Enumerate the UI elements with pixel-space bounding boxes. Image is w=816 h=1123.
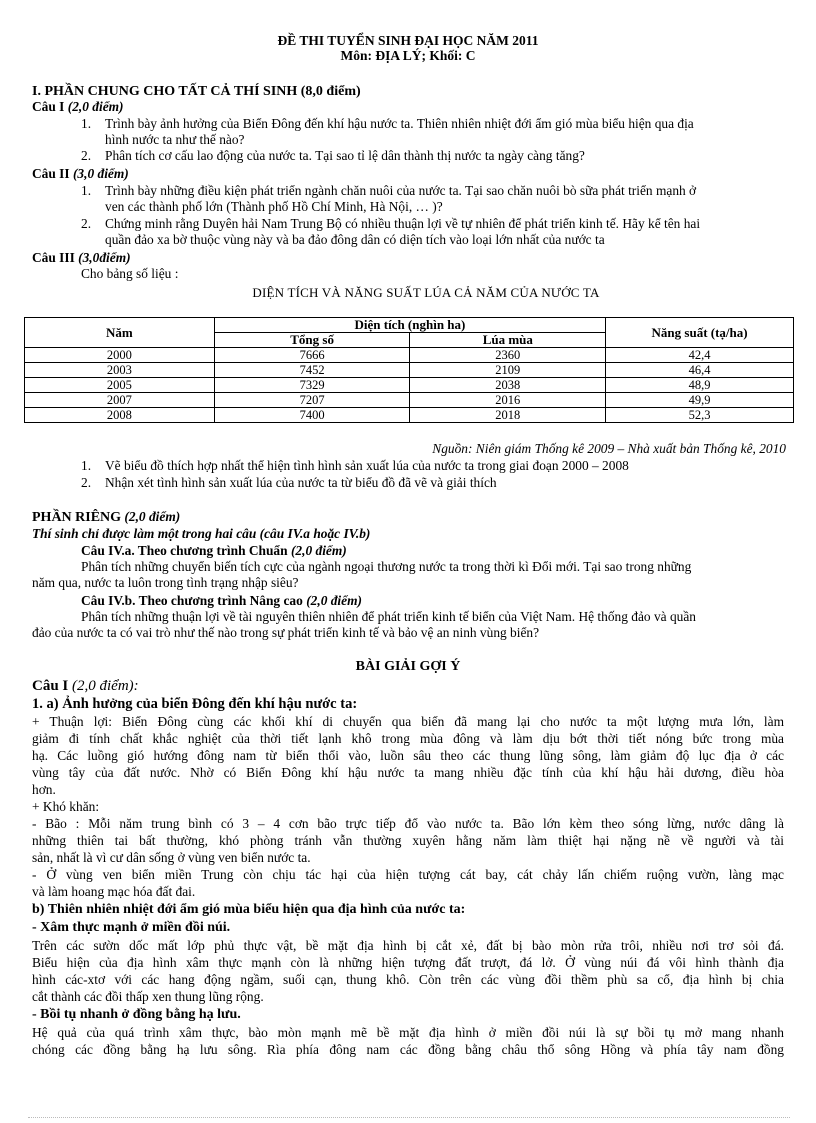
table-cell: 2005 [25,378,215,393]
paragraph-line: sản, nhất là vì cư dân sống ở vùng ven biển nước ta. [32,850,311,865]
solution-sub-heading: b) Thiên nhiên nhiệt đới ẩm gió mùa biểu hiện qua địa hình của nước ta: [32,902,466,917]
part2-note: Thí sinh chỉ được làm một trong hai câu (câu IV.a hoặc IV.b) [32,526,371,541]
question-text: Trình bày ảnh hưởng của Biển Đông đến khí hậu nước ta. Thiên nhiên nhiệt đới ẩm gió mùa biểu hiện qua địa [105,116,694,131]
question-text: Chứng minh rằng Duyên hải Nam Trung Bộ có nhiều thuận lợi về tự nhiên để phát triển kinh tế. Hãy kể tên hai [105,216,701,231]
list-number: 1. [81,116,92,131]
question-3-intro: Cho bảng số liệu : [81,266,179,281]
question-2-points: (3,0 điểm) [72,166,129,181]
paragraph-line: chóng các đồng bằng hạ lưu sông. Rìa phía đông nam các đồng bằng châu thổ sông Hồng và phía tây nam đồng [32,1042,784,1057]
table-cell: 2360 [410,348,606,363]
table-cell: 2018 [410,408,606,423]
table-cell: 2109 [410,363,606,378]
table-source: Nguồn: Niên giám Thống kê 2009 – Nhà xuất bản Thống kê, 2010 [432,441,786,456]
question-1-heading [32,99,124,115]
solution-heading: BÀI GIẢI GỢI Ý [355,659,461,674]
question-3-label: Câu III [32,250,75,265]
table-cell: 2007 [25,393,215,408]
question-text: Phân tích những chuyển biến tích cực của ngành ngoại thương nước ta trong thời kì Đổi mới. Tại sao trong những [81,559,692,574]
question-4a-label: Câu IV.a. Theo chương trình Chuẩn [81,543,288,558]
table-header-row [25,318,794,333]
paragraph-line: - Ở vùng ven biển miền Trung còn chịu tác hại của hiện tượng cát bay, cát chảy lấn chiếm ruộng vườn, làng mạc [32,867,784,882]
solution-question-1-label: Câu I [32,678,69,694]
list-number: 2. [81,475,92,490]
question-text: Nhận xét tình hình sản xuất lúa của nước ta từ biểu đồ đã vẽ và giải thích [105,475,497,490]
question-text: ven các thành phố lớn (Thành phố Hồ Chí Minh, Hà Nội, … )? [105,199,443,214]
part2-heading [32,509,180,526]
page-bottom-divider [28,1117,790,1118]
solution-point-heading: - Xâm thực mạnh ở miền đồi núi. [32,920,231,935]
part2-points: (2,0 điểm) [124,509,181,524]
table-row [25,378,794,393]
table-cell: 49,9 [606,393,794,408]
table-cell: 7400 [214,408,410,423]
list-number: 2. [81,216,92,231]
question-2-heading [32,166,129,182]
paragraph-line: - Bão : Mỗi năm trung bình có 3 – 4 cơn bão trực tiếp đổ vào nước ta. Bão lớn kèm theo sóng lừng, nước dâng là [32,816,784,831]
solution-question-1-points: (2,0 điểm): [72,678,139,694]
table-row [25,348,794,363]
question-text: đảo của nước ta có vai trò như thế nào trong sự phát triển kinh tế và bảo vệ an ninh vùng biển? [32,625,540,640]
question-3-heading [32,250,131,266]
question-4a-heading [81,543,347,559]
question-4b-points: (2,0 điểm) [306,593,362,608]
question-text: Phân tích cơ cấu lao động của nước ta. Tại sao tỉ lệ dân thành thị nước ta ngày càng tăng? [105,148,585,163]
table-header-year: Năm [25,318,215,348]
paragraph-line: cắt thành các đồi thấp xen thung lũng rộng. [32,989,264,1004]
paragraph-line: Trên các sườn dốc mất lớp phủ thực vật, bề mặt địa hình bị cắt xẻ, đất bị bào mòn rửa trôi, nhiều nơi trơ sỏi đá. [32,938,784,953]
solution-point-heading: - Bồi tụ nhanh ở đồng bằng hạ lưu. [32,1007,241,1022]
question-text: Trình bày những điều kiện phát triển ngành chăn nuôi của nước ta. Tại sao chăn nuôi bò sữa phát triển mạnh ở [105,183,697,198]
table-row [25,363,794,378]
table-cell: 42,4 [606,348,794,363]
table-cell: 48,9 [606,378,794,393]
question-text: quần đảo xa bờ thuộc vùng này và ba đảo đông dân có diện tích vào loại lớn nhất của nước ta [105,232,605,247]
table-cell: 2000 [25,348,215,363]
table-cell: 7452 [214,363,410,378]
paragraph-line: hơn. [32,782,56,797]
paragraph-line: + Thuận lợi: Biển Đông cùng các khối khí di chuyển qua biển đã mang lại cho nước ta một lượng mưa lớn, làm [32,714,784,729]
table-header-yield: Năng suất (tạ/ha) [606,318,794,348]
question-3-points: (3,0điểm) [78,250,131,265]
table-cell: 2016 [410,393,606,408]
table-cell: 46,4 [606,363,794,378]
exam-title: ĐỀ THI TUYỂN SINH ĐẠI HỌC NĂM 2011 [277,33,539,48]
part2-title: PHẦN RIÊNG [32,510,122,525]
paragraph-line: những thiên tai bất thường, khó phòng tránh vẫn thường xuyên hằng năm làm thiệt hại nặng nề về người và tài [32,833,784,848]
paragraph-line: và làm hoang mạc hóa đất đai. [32,884,196,899]
table-row [25,408,794,423]
data-table [24,317,794,423]
paragraph-line: + Khó khăn: [32,799,100,814]
paragraph-line: hạ. Các luồng gió hướng đông nam từ biển thổi vào, luồn sâu theo các thung lũng sông, làm giảm độ lục địa ở các [32,748,784,763]
exam-subtitle: Môn: ĐỊA LÝ; Khối: C [340,48,476,63]
table-cell: 7329 [214,378,410,393]
table-header-total: Tổng số [214,333,410,348]
question-1-label: Câu I [32,99,65,114]
table-cell: 2038 [410,378,606,393]
question-text: Phân tích những thuận lợi về tài nguyên thiên nhiên để phát triển kinh tế biển của Việt Nam. Hệ thống đảo và quần [81,609,696,624]
table-cell: 2003 [25,363,215,378]
list-number: 2. [81,148,92,163]
question-1-points: (2,0 điểm) [67,99,124,114]
table-row [25,393,794,408]
question-2-label: Câu II [32,166,70,181]
table-cell: 2008 [25,408,215,423]
paragraph-line: vùng tây của đất nước. Nhờ có Biển Đông khí hậu nước ta mang nhiều đặc tính của khí hậu hải dương, điều hòa [32,765,784,780]
solution-question-1-heading [32,678,139,694]
table-title: DIỆN TÍCH VÀ NĂNG SUẤT LÚA CẢ NĂM CỦA NƯỚC TA [252,285,600,300]
question-4a-points: (2,0 điểm) [290,543,347,558]
list-number: 1. [81,458,92,473]
table-cell: 7207 [214,393,410,408]
question-4b-label: Câu IV.b. Theo chương trình Nâng cao [81,593,303,608]
question-text: hình nước ta như thế nào? [105,132,245,147]
question-4b-heading [81,593,362,609]
paragraph-line: hình các-xtơ với các hang động ngầm, suối cạn, thung khô. Còn trên các vùng đồi thềm phù sa cổ, địa hình bị chia [32,972,784,987]
paragraph-line: Hệ quả của quá trình xâm thực, bào mòn mạnh mẽ bề mặt địa hình ở miền đồi núi là sự bồi tụ mở mang nhanh [32,1025,784,1040]
solution-sub-heading: 1. a) Ảnh hưởng của biển Đông đến khí hậu nước ta: [32,696,358,712]
part1-heading: I. PHẦN CHUNG CHO TẤT CẢ THÍ SINH (8,0 điểm) [32,84,361,99]
paragraph-line: Biểu hiện của địa hình xâm thực mạnh còn là những hiện tượng đất trượt, đá lở. Ở vùng núi đá vôi hình thành địa [32,955,784,970]
table-header-season-rice: Lúa mùa [410,333,606,348]
paragraph-line: giảm đi tính chất khắc nghiệt của thời tiết lạnh khô trong mùa đông và làm dịu bớt thời tiết nóng bức trong mùa [32,731,784,746]
question-text: năm qua, nước ta luôn trong tình trạng nhập siêu? [32,575,299,590]
table-cell: 7666 [214,348,410,363]
question-text: Vẽ biểu đồ thích hợp nhất thể hiện tình hình sản xuất lúa của nước ta trong giai đoạn 2000 – 2008 [105,458,629,473]
table-cell: 52,3 [606,408,794,423]
table-header-area: Diện tích (nghìn ha) [214,318,605,333]
list-number: 1. [81,183,92,198]
